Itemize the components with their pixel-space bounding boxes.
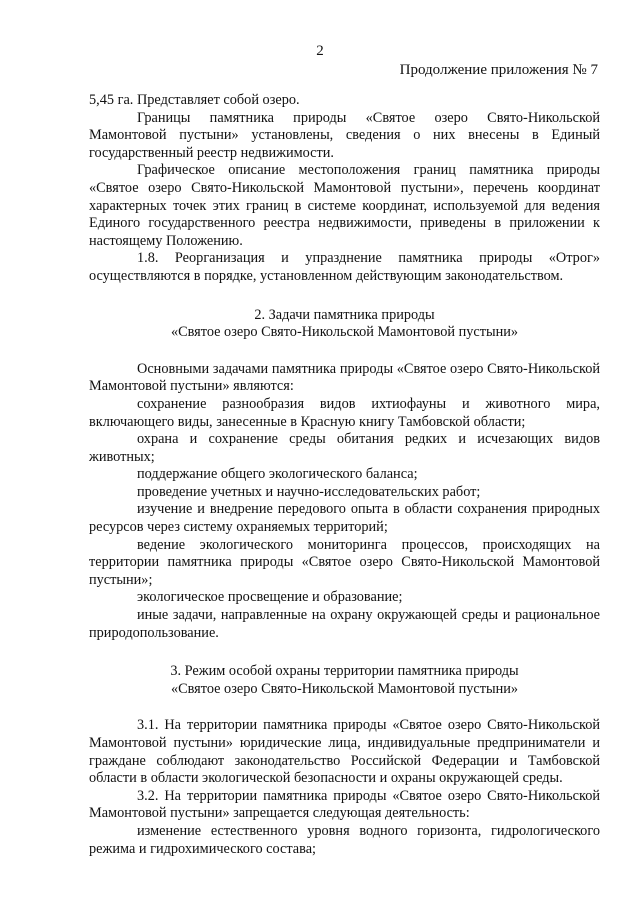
section-2-paragraph: поддержание общего экологического баланса;: [137, 466, 418, 483]
section-2-paragraph: проведение учетных и научно-исследовательских работ;: [137, 483, 481, 500]
section-3-heading: [89, 663, 600, 698]
section-title-line: 2. Задачи памятника природы: [254, 306, 435, 323]
page-number: 2: [316, 43, 324, 59]
intro-paragraph: 1.8. Реорганизация и упразднение памятника природы «Отрог» осуществляются в порядке, установленном действующим законодательством.: [89, 250, 600, 284]
section-3-paragraph: 3.1. На территории памятника природы «Святое озеро Свято-Никольской Мамонтовой пустыни» юридические лица, индивидуальные предприниматели и граждане соблюдают законодательство Российской Федерации и Тамбовской области в области экологической безопасности и охраны окружающей среды.: [89, 717, 600, 787]
document-body: [89, 92, 600, 858]
section-2-paragraph: Основными задачами памятника природы «Святое озеро Свято-Никольской Мамонтовой пустыни» являются:: [89, 360, 600, 395]
section-3-paragraph: 3.2. На территории памятника природы «Святое озеро Свято-Никольской Мамонтовой пустыни» запрещается следующая деятельность:: [89, 787, 600, 822]
section-title-line: «Святое озеро Свято-Никольской Мамонтовой пустыни»: [170, 680, 519, 697]
section-3-paragraph: изменение естественного уровня водного горизонта, гидрологического режима и гидрохимического состава;: [89, 822, 600, 857]
intro-paragraph: 5,45 га. Представляет собой озеро.: [89, 92, 300, 108]
section-2-paragraph: изучение и внедрение передового опыта в области сохранения природных ресурсов через систему охраняемых территорий;: [89, 501, 600, 536]
section-2-paragraph: иные задачи, направленные на охрану окружающей среды и рациональное природопользование.: [89, 607, 600, 641]
section-title-line: 3. Режим особой охраны территории памятника природы: [170, 663, 519, 680]
section-2-heading: [89, 307, 600, 342]
intro-paragraph: Границы памятника природы «Святое озеро Свято-Никольской Мамонтовой пустыни» установлены, сведения о них внесены в Единый государственный реестр недвижимости.: [89, 109, 600, 161]
section-2-paragraph: сохранение разнообразия видов ихтиофауны и животного мира, включающего виды, занесенные в Красную книгу Тамбовской области;: [89, 395, 600, 430]
appendix-label: Продолжение приложения № 7: [399, 62, 598, 78]
intro-paragraph: Графическое описание местоположения границ памятника природы «Святое озеро Свято-Никольской Мамонтовой пустыни», перечень координат характерных точек этих границ в системе координат, используемой для ведения Единого государственного реестра недвижимости, приведены в приложении к настоящему Положению.: [89, 162, 600, 249]
section-2-paragraph: экологическое просвещение и образование;: [137, 589, 403, 606]
section-2-paragraph: охрана и сохранение среды обитания редких и исчезающих видов животных;: [89, 431, 600, 465]
section-2-paragraph: ведение экологического мониторинга процессов, происходящих на территории памятника природы «Святое озеро Свято-Никольской Мамонтовой пустыни»;: [89, 536, 600, 588]
section-title-line: «Святое озеро Свято-Никольской Мамонтовой пустыни»: [170, 324, 519, 341]
